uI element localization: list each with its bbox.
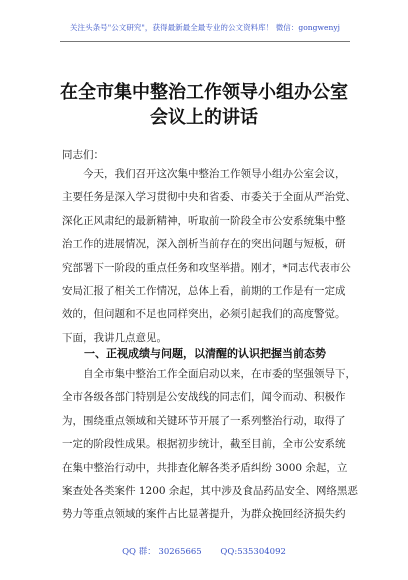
footer-qq-group: QQ 群： 30265665 — [122, 547, 202, 557]
title-line-1: 在全市集中整治工作领导小组办公室 — [60, 82, 348, 103]
footer-contact — [0, 545, 408, 557]
paragraph-line: 治工作的进展情况，深入剖析当前存在的突出问题与短板，研 — [62, 238, 346, 251]
footer-qq: QQ:535304092 — [220, 547, 286, 557]
paragraph-line: 全市各级各部门特别是公安战线的同志们，闻令而动、积极作 — [62, 391, 346, 404]
header-banner: 关注头条号"公文研究"，获得最新最全最专业的公文资料库！ 微信：gongwenyj — [69, 23, 341, 32]
salutation: 同志们： — [62, 149, 104, 161]
paragraph-line: 效的，但问题和不足也同样突出，必须引起我们的高度警觉。 — [62, 308, 346, 321]
paragraph-line: 今天，我们召开这次集中整治工作领导小组办公室会议， — [62, 168, 346, 180]
paragraph-line: 案查处各类案件 1200 余起，其中涉及食品药品安全、网络黑恶 — [62, 484, 358, 497]
paragraph-line: 安局汇报了相关工作情况，总体上看，前期的工作是有一定成 — [62, 284, 346, 297]
paragraph-line: 主要任务是深入学习贯彻中央和省委、市委关于全面从严治党、 — [62, 191, 356, 204]
title-line-2: 会议上的讲话 — [150, 107, 258, 128]
page-title — [0, 80, 408, 130]
paragraph-line: 为，围绕重点领域和关键环节开展了一系列整治行动，取得了 — [62, 414, 346, 427]
paragraph-line: 势力等重点领域的案件占比显著提升，为群众挽回经济损失约 — [62, 508, 346, 521]
paragraph-2 — [62, 363, 362, 527]
paragraph-line: 自全市集中整治工作全面启动以来，在市委的坚强领导下， — [62, 368, 356, 380]
paragraph-line: 深化正风肃纪的最新精神，听取前一阶段全市公安系统集中整 — [62, 214, 346, 227]
paragraph-line: 在集中整治行动中，共排查化解各类矛盾纠纷 3000 余起，立 — [62, 461, 348, 474]
header-divider — [60, 41, 350, 42]
paragraph-line: 一定的阶段性成果。根据初步统计，截至目前，全市公安系统 — [62, 438, 346, 451]
paragraph-line: 下面，我讲几点意见。 — [62, 331, 167, 344]
section-heading-1: 一、正视成绩与问题，以清醒的认识把握当前态势 — [62, 347, 326, 360]
paragraph-line: 究部署下一阶段的重点任务和攻坚举措。刚才，*同志代表市公 — [62, 261, 351, 274]
paragraph-1 — [62, 163, 362, 350]
